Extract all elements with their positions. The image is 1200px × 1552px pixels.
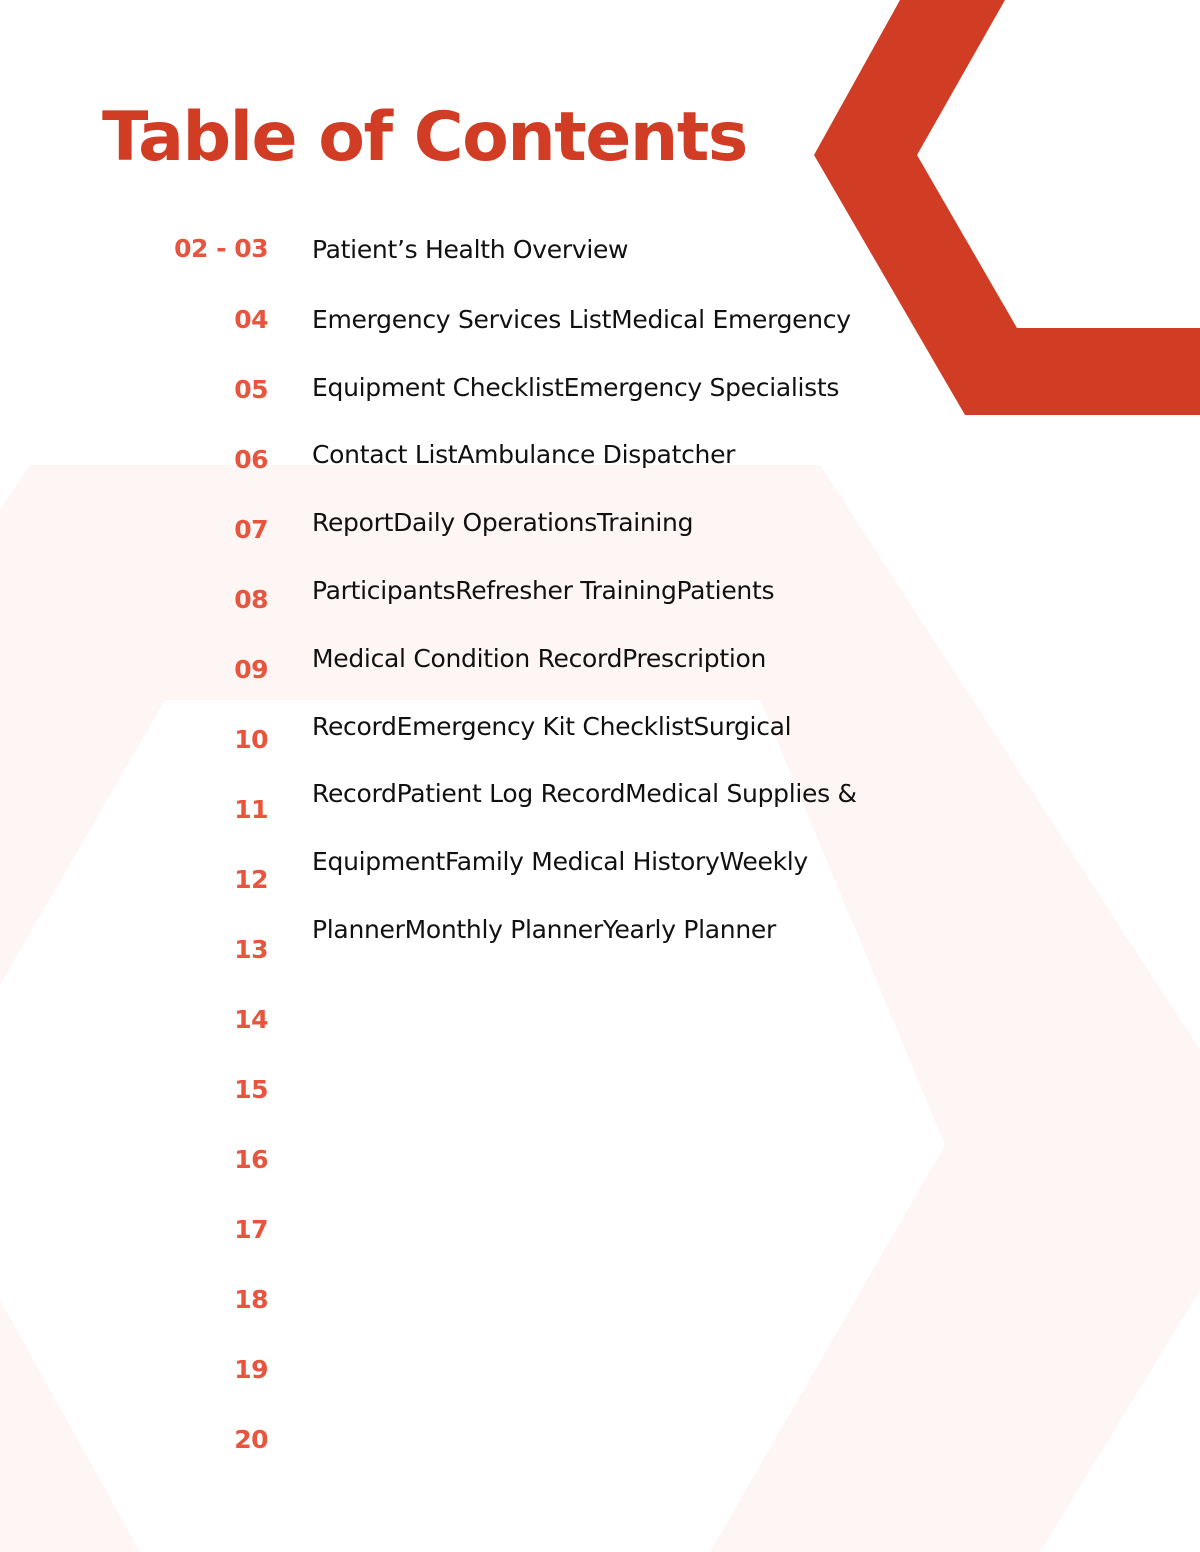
toc-page-number: 06 bbox=[234, 445, 268, 474]
toc-page-number: 05 bbox=[234, 375, 268, 404]
toc-page-number: 17 bbox=[234, 1215, 268, 1244]
toc-page-number: 09 bbox=[234, 655, 268, 684]
toc-page-number: 18 bbox=[234, 1285, 268, 1314]
toc-entry[interactable]: EquipmentFamily Medical HistoryWeekly bbox=[312, 847, 808, 876]
toc-entry[interactable]: RecordEmergency Kit ChecklistSurgical bbox=[312, 712, 792, 741]
toc-page-number: 20 bbox=[234, 1425, 268, 1454]
toc-entry[interactable]: ReportDaily OperationsTraining bbox=[312, 508, 694, 537]
toc-page-number: 15 bbox=[234, 1075, 268, 1104]
toc-entry[interactable]: Patient’s Health Overview bbox=[312, 235, 629, 264]
toc-entry[interactable]: ParticipantsRefresher TrainingPatients bbox=[312, 576, 775, 605]
toc-page-number: 16 bbox=[234, 1145, 268, 1174]
toc-page-number: 19 bbox=[234, 1355, 268, 1384]
toc-page-number: 10 bbox=[234, 725, 268, 754]
toc-page-number: 14 bbox=[234, 1005, 268, 1034]
toc-page-number: 08 bbox=[234, 585, 268, 614]
page-title: Table of Contents bbox=[102, 98, 747, 177]
toc-entry[interactable]: Medical Condition RecordPrescription bbox=[312, 644, 767, 673]
toc-entry[interactable]: Emergency Services ListMedical Emergency bbox=[312, 305, 851, 334]
toc-entry[interactable]: Contact ListAmbulance Dispatcher bbox=[312, 440, 736, 469]
toc-page-number: 13 bbox=[234, 935, 268, 964]
toc-entry[interactable]: Equipment ChecklistEmergency Specialists bbox=[312, 373, 840, 402]
red-chevron-icon bbox=[814, 0, 1200, 415]
toc-entry[interactable]: PlannerMonthly PlannerYearly Planner bbox=[312, 915, 776, 944]
toc-page-number: 02 - 03 bbox=[174, 234, 268, 263]
toc-page-number: 07 bbox=[234, 515, 268, 544]
toc-page-number: 04 bbox=[234, 305, 268, 334]
toc-entry[interactable]: RecordPatient Log RecordMedical Supplies & bbox=[312, 779, 857, 808]
toc-page-number: 12 bbox=[234, 865, 268, 894]
toc-page-number: 11 bbox=[234, 795, 268, 824]
